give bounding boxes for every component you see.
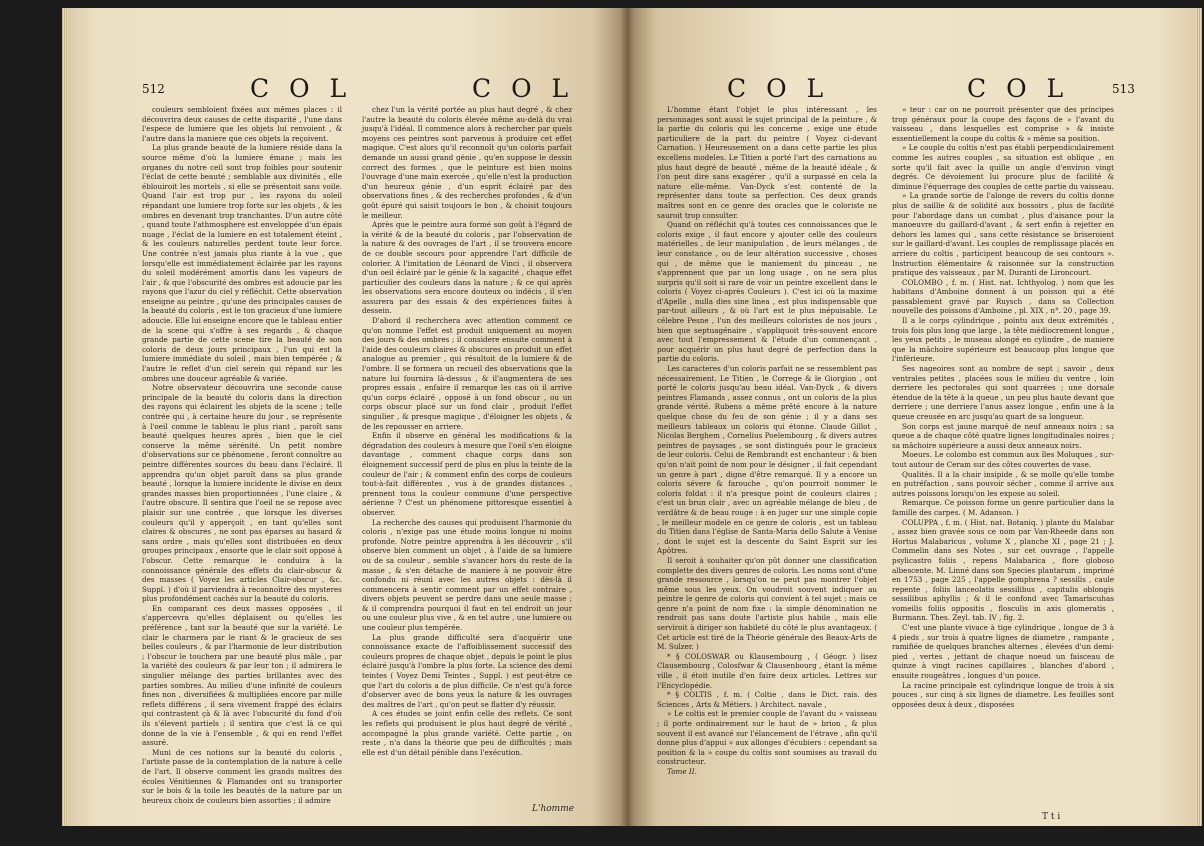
book-spread	[62, 8, 1202, 826]
left-running-head	[142, 74, 582, 102]
paragraph: C'est une plante vivace à tige cylindrique , longue de 3 à 4 pieds , sur trois à quatre lignes de diametre , rampante , ramifiée de quelques branches alternes , élevées d'un demi-pied , vertes , jettant de chaque noeud un faisceau de quinze à vingt racines capillaires , blanches d'abord , ensuite rougeâtres , longues d'un pouce.	[892, 623, 1114, 681]
paragraph: La plus grande difficulté sera d'acquérir une connoissance exacte de l'affoiblissement successif des couleurs propres de chaque objet , depuis le point le plus éclairé jusqu'à l'ombre la plus forte. La science des demi teintes ( Voyez Demi Teintes , Suppl. ) est peut-être ce que l'art du coloris a de plus difficile. Ce n'est qu'à force d'observer avec de bons yeux la nature & les ouvrages des maîtres de l'art , qu'on peut se flatter d'y réussir.	[362, 632, 572, 709]
left-page-edge	[62, 8, 68, 826]
right-page-edge	[1196, 8, 1202, 826]
paragraph: L'homme étant l'objet le plus intéressant , les personnages sont aussi le sujet principal de la peinture , & la partie du coloris qui les concerne , exige une étude particuliere de la part du peintre ( Voyez ci-devant Carnation. ) Heureusement on a dans cette partie les plus excellens modeles. Le Titien a porté l'art des carnations au plus haut degré de beauté , même de la beauté idéale , & l'on peut dire sans exagérer , qu'il a surpassé en cela la nature elle-même. Van-Dyck s'est contenté de la représenter dans toute sa perfection. Ces deux grands maîtres sont en ce genre des oracles que le coloriste ne sauroit trop consulter.	[657, 105, 877, 220]
left-running-title: C O L	[250, 74, 353, 103]
paragraph: La plus grande beauté de la lumiere réside dans la source même d'où la lumiere émane ; mais les organes du notre ceil sont trop foibles pour soutenir l'éclat de cette beauté ; semblable aux divinités , elle éblouiroit les mortels , si elle se présentoit sans voile. Quand l'air est trop pur , les rayons du soleil répandant une lumiere trop forte sur les objets , & les ombres en devenant trop tranchantes. D'un autre côté , quand toute l'athmosphere est enveloppée d'un épais nuage , l'éclat de la lumiere en est totalement éteint , & les couleurs naturelles perdent toute leur force. Une contrée n'est jamais plus riante à la vue , que lorsqu'elle est immédiatement éclairée par les rayons du soleil modérément amortis dans les vapeurs de l'air , & que l'obscurité des ombres est adoucie par les rayons que l'azur du ciel y réfléchit. Cette observation enseigne au peintre , qu'une des principales causes de la beauté du coloris , est le ton gracieux d'une lumiere adoucie. Elle lui enseigne encore que le tableau entier de la scene qui s'offre à ses regards , & chaque grande partie de cette scene tire la beauté de son coloris de deux jours principaux , l'un qui est la lumiere immédiate du soleil , mais bien tempérée ; & l'autre le reflet d'un ciel serein qui répand sur les ombres une douceur agréable & variée.	[142, 143, 342, 383]
paragraph: La racine principale est cylindrique longue de trois à six pouces , sur cinq à six lignes de diametre. Les feuilles sont opposées deux à deux , disposées	[892, 680, 1114, 709]
right-signature: T t i	[1042, 812, 1061, 822]
paragraph: Remarque. Ce poisson forme un genre particulier dans la famille des carpes. ( M. Adanson. )	[892, 498, 1114, 517]
paragraph: Son corps est jaune marqué de neuf anneaux noirs ; sa queue a de chaque côté quatre lignes longitudinales noires ; sa mâchoire supérieure a aussi deux anneaux noirs.	[892, 421, 1114, 450]
paragraph: * § COLTIS , f. m. ( Coltie , dans le Dict. rais. des Sciences , Arts & Métiers. ) Architect. navale ,	[657, 690, 877, 709]
right-running-head	[657, 74, 1147, 102]
paragraph: COLUPPA , f. m. ( Hist. nat. Botaniq. ) plante du Malabar , assez bien gravée sous ce nom par Van-Rheede dans son Hortus Malabaricus , volume X , planche XI , page 21 ; J. Commelin dans ses Notes , sur cet ouvrage , l'appelle psylicastro foliis , repens Malabarica , flore globoso albescente. M. Linné dans son Species plantarum , imprimé en 1753 , page 225 , l'appelle gomphrena ? sessilis , caule repente , foliis lanceolatis sessilibus , capitulis oblongis sessilibus aphyllis ; & il le confond avec Tamariscuhas vomeilis foliis oppositis , flosculis in axis glomeratis , Burmann. Thes. Zeyl. tab. IV , fig. 2.	[892, 517, 1114, 623]
paragraph: A ces études se joint enfin celle des reflets. Ce sont les reflets qui produisent le plus haut degré de vérité , accompagné la plus grande variété. Cette partie , ou reste , n'a dans la théorie que peu de difficultés ; mais elle est d'un détail pénible dans l'exécution.	[362, 709, 572, 757]
right-page-column-2	[892, 105, 1114, 805]
left-page-number: 512	[142, 82, 165, 96]
paragraph: D'abord il recherchera avec attention comment ce qu'on nomme l'effet est produit uniquement au moyen des jours & des ombres ; il considere ensuite comment à l'aide des couleurs claires & obscures on produit un effet analogue au premier , qui résultoit de la lumiere & de l'ombre. Il se formera un recueil des observations que la nature lui fournira là-dessus , & il'augmentera de ses propres essais , enfaire il remarque les cas où il arrive qu'un corps éclairé , opposé à un fond obscur , ou un corps obscur placé sur un fond clair , produit l'effet singulier , & presque magique , d'éloigner les objets , & de les repousser en arriere.	[362, 316, 572, 431]
paragraph: Quand on réfléchit qu'à toutes ces connoissances que le coloris exige , il faut encore y ajouter celle des couleurs matérielles , de leur manipulation , de leurs mélanges , de leur constance , ou de leur altération successive , choses qui , de même que le maniement du pinceau , ne s'apprennent que par un long usage , on ne sera plus surpris qu'il soit si rare de voir un peintre excellent dans le coloris ( Voyez ci-après Couleurs ). C'est ici où la maxime d'Apelle , nulla dies sine linea , est plus indispensable que par-tout ailleurs , & où l'art est le plus inépuisable. Le célebre Pesne , l'un des meilleurs coloristes de nos jours , bien que septuagénaire , s'appliquoit très-souvent encore avec tout l'empressement & l'étude d'un commençant , pour acquérir un plus haut degré de perfection dans la partie du coloris.	[657, 220, 877, 364]
paragraph: » Le couple du coltis n'est pas établi perpendiculairement comme les autres couples , sa situation est oblique , en sorte qu'il fait avec la quille un angle d'environ vingt degrés. Ce dévoiement lui procure plus de facilité & diminue l'équerrage des couples de cette partie du vaisseau.	[892, 143, 1114, 191]
paragraph: Ses nageoires sont au nombre de sept ; savoir , deux ventrales petites , placées sous le milieu du ventre , loin derriere les pectorales qui sont quarrées ; une dorsale étendue de la tête à la queue , un peu plus haute devant que derriere ; une derriere l'anus assez longue , enfin une à la queue creusée en arc jusqu'au quart de sa longueur.	[892, 364, 1114, 421]
left-running-title-2: C O L	[472, 74, 575, 103]
right-page	[627, 8, 1202, 826]
paragraph: Qualités. Il a la chair insipide , & se molle qu'elle tombe en putréfaction , sans pouvoir sécher , comme il arrive aux autres poissons lorsqu'on les expose au soleil.	[892, 469, 1114, 498]
paragraph: » La grande sortie de l'alonge de revers du coltis donne plus de saillie & de solidité aux bossoirs , plus de facilité pour l'abordage dans un combat , plus d'aisance pour la manoeuvre du gaillard-d'avant , & sert enfin à rejetter en dehors les lames qui , sans cette résistance se briseroient sur le gaillard-d'avant. Les couples de remplissage placés en arriere du coltis , participent beaucoup de ses contours ». Instruction élémentaire & raisonnée sur la construction pratique des vaisseaux , par M. Duranti de Lironcourt.	[892, 191, 1114, 278]
paragraph: Il seroit à souhaiter qu'on pût donner une classification complette des divers genres de coloris. Les noms sont d'une grande ressource , lorsqu'on ne peut pas montrer l'objet même sous les yeux. On voudroit souvent indiquer au peintre le genre de coloris qui convient à tel sujet ; mais ce genre n'a point de nom fixe : la simple dénomination ne rendroit pas sans doute l'artiste plus habile , mais elle serviroit à diriger son habileté du côté le plus avantageux. ( Cet article est tiré de la Théorie générale des Beaux-Arts de M. Sulzer. )	[657, 555, 877, 652]
paragraph: En comparant ces deux masses opposées , il s'appercevra qu'elles déplaisent ou qu'elles les préférence , tant sur la beauté que sur la variété. Le clair le charmera par le riant & le gracieux de ses belles couleurs , & par l'harmonie de leur distribution ; l'obscur le touchera par une beauté plus mâle , par la variété des couleurs & par leur ton ; il admirera le singulier mélange des parties brillantes avec des parties sombres. Au milieu d'une infinité de couleurs fines non , diversifiées & multipliées encore par mille reflets différens , il sera vivement frappé des éclairs qui contrastent çà & là avec l'obscurité du fond d'où ils s'élevent partiels ; il sentira que c'est là ce qui donne de la vie à l'ensemble , & qui en rend l'effet assuré.	[142, 603, 342, 748]
paragraph: » Le coltis est le premier couple de l'avant du » vaisseau ; il porte ordinairement sur le haut de » brion , & plus souvent il est avancé sur l'élancement de l'étrave , afin qu'il donne plus d'appui » aux allonges d'écubiers : cependant sa position & la » coupe du coltis sont soumises au travail du constructeur.	[657, 709, 877, 767]
left-page	[62, 8, 627, 826]
paragraph: Moeurs. Le colombo est commun aux îles Moluques , sur-tout autour de Ceram sur des côtes couvertes de vase.	[892, 450, 1114, 469]
right-page-column-1	[657, 105, 877, 811]
paragraph: Les caracteres d'un coloris parfait ne se ressemblent pas nécessairement. Le Titien , le Correge & le Giorgion , ont porté le coloris jusqu'au beau idéal. Van-Dyck , & divers peintres Flamands , assez connus , ont un coloris de la plus grande vérité. Rubens a même prêté encore à la nature quelque chose du feu de son génie ; il y a dans ses meilleurs tableaux un coloris qui étonne. Claude Gillot , Nicolas Berghem , Cornelius Poelembourg , & divers autres peintres de paysages , se sont distingués pour le gracieux de leur coloris. Celui de Rembrandt est enchanteur : & bien qu'on n'ait point de nom pour le désigner , il fait cependant un genre à part , digne d'être remarqué. Il y a encore un coloris sévere & farouche , qu'on pourroit nommer le coloris foldat : il n'a presque point de couleurs claires ; c'est un brun clair , avec un agréable mélange de bleu , de verdâtre & de beau rouge : à en juger sur une simple copie , le meilleur modele en ce genre de coloris , est un tableau du Titien dans l'église de Santa-Maria dello Salute à Venise , dont le sujet est la descente du Saint Esprit sur les Apôtres.	[657, 364, 877, 556]
paragraph: couleurs sembloient fixées aux mêmes places : il découvrira deux causes de cette disparité , l'une dans l'espece de lumiere que les objets lui renvoient , & l'autre dans la maniere que ces objets la reçoivent.	[142, 105, 342, 143]
paragraph: » teur : car on ne pourroit présenter que des principes trop généraux pour la coupe des façons de » l'avant du vaisseau , dans lesquelles est comprise » & insiste essentiellement la coupe du coltis & » même sa position.	[892, 105, 1114, 143]
right-running-title: C O L	[727, 74, 830, 103]
left-catchword: L'homme	[532, 804, 575, 814]
book-gutter	[620, 8, 634, 826]
left-page-column-1	[142, 105, 342, 805]
paragraph: Il a le corps cylindrique , pointu aux deux extrémités , trois fois plus long que large , la tête médiocrement longue , les yeux petits , le museau alongé en cylindre , de maniere que la mâchoire supérieure est beaucoup plus longue que l'inférieure.	[892, 316, 1114, 364]
paragraph: Notre observateur découvrira une seconde cause principale de la beauté du coloris dans la direction des rayons qui éclairent les objets de la scene ; telle contrée qui , à certaine heure du jour , se représente à l'oeil comme le tableau le plus riant , paroît sans beauté quelques heures après , bien que le ciel conserve la même sérénité. Un petit nombre d'observations sur ce phénomene , feront connoître au peintre différentes sources du beau dans l'éclairé. Il apprendra qu'un objet paroît dans sa plus grande beauté , lorsque la lumiere incidente le divise en deux grandes masses bien proportionnées , l'une claire , & l'autre obscure. Il sentira que l'oeil ne se repose avec plaisir sur une contrée , que lorsque les diverses couleurs qu'il y apperçoit , en tant qu'elles sont claires & obscures , ne sont pas éparses au hasard & sans ordre , mais qu'elles sont distribuées en deux groupes principaux , ensorte que le clair soit opposé à l'obscur. Cette remarque le conduira à la connoissance générale des effets du clair-obscur & des masses ( Voyez les articles Clair-obscur , &c. Suppl. ) d'où il parviendra à reconnoître des mysteres plus profondément cachés sur la beauté du coloris.	[142, 383, 342, 604]
paragraph: La recherche des causes qui produisent l'harmonie du coloris , n'exige pas une étude moins longue ni moins profonde. Notre peintre apprendra à les découvrir , s'il observe bien comment un objet , à l'aide de sa lumiere ou de sa couleur , semble s'avancer hors du reste de la masse , & s'en détache de maniere à ne pouvoir être confondu ni réuni avec les autres objets : dès-là il commencera à sentir comment par un effet contraire , divers objets peuvent se perdre dans une seule masse ; & il comprendra pourquoi il faut en tel endroit un jour ou une couleur plus vive , & en tel autre , une lumiere ou une couleur plus tempérée.	[362, 517, 572, 633]
left-page-column-2	[362, 105, 572, 793]
paragraph: Enfin il observe en général les modifications & la dégradation des couleurs à mesure que l'oeil s'en éloigne davantage , comment chaque corps dans son éloignement successif perd de plus en plus la teinte de la couleur de l'air ; & comment enfin des corps de couleurs tout-à-fait différentes , vus à de grandes distances , prennent tous la couleur commune d'une perspective aérienne ? C'est un phénomene pittoresque essentiel à observer.	[362, 431, 572, 517]
right-page-number: 513	[1112, 82, 1135, 96]
paragraph: Tome II.	[667, 766, 697, 776]
paragraph: Après que le peintre aura formé son goût à l'égard de la vérité & de la beauté du coloris , par l'observation de la nature & des ouvrages de l'art , il se trouvera encore de ce double secours pour apprendre l'art difficile de colorier. A l'imitation de Léonard de Vinci , il observera d'un oeil éclairé par le génie & la sagacité , chaque effet particulier des couleurs dans la nature ; & ce qui après les observations sera encore douteux ou indécis , il s'en assurera par des essais & des expériences faites à dessein.	[362, 220, 572, 316]
paragraph: Muni de ces notions sur la beauté du coloris , l'artiste passe de la contemplation de la nature à celle de l'art. Il observe comment les grands maîtres des écoles Vénitiennes & Flamandes ont su transporter sur le bois & la toile les beautés de la nature par un heureux choix de couleurs bien assorties ; il admire	[142, 747, 342, 805]
paragraph: COLOMBO , f. m. ( Hist. nat. Ichthyolog. ) nom que les habitans d'Amboine donnent à un poisson qui a été passablement gravé par Ruysch , dans sa Collection nouvelle des poissons d'Amboine , pl. XIX , n°. 20 , page 39.	[892, 277, 1114, 316]
paragraph: chez l'un la vérité portée au plus haut degré , & chez l'autre la beauté du coloris élevée même au-delà du vrai jusqu'à l'idéal. Il commence alors à rechercher par quels moyens ces peintres sont parvenus à produire cet effet magique. C'est alors qu'il reconnoît qu'un coloris parfait demande un aussi grand génie , qu'en suppose le dessin correct des formes , que le peinture est bien moins l'ouvrage d'une main exercée , qu'elle n'est la production d'un heureux génie , d'un esprit éclairé par des observations fines , & des recherches profondes , & d'un goût épuré qui saisit toujours le bon , & choisit toujours le meilleur.	[362, 105, 572, 220]
paragraph: * § COLOSWAR ou Klausembourg , ( Géogr. ) lisez Clausembourg , Colosfwar & Clausenbourg , étant la même ville , il étoit inutile d'en faire deux articles. Lettres sur l'Encyclopédie.	[657, 651, 877, 690]
right-running-title-2: C O L	[967, 74, 1070, 103]
